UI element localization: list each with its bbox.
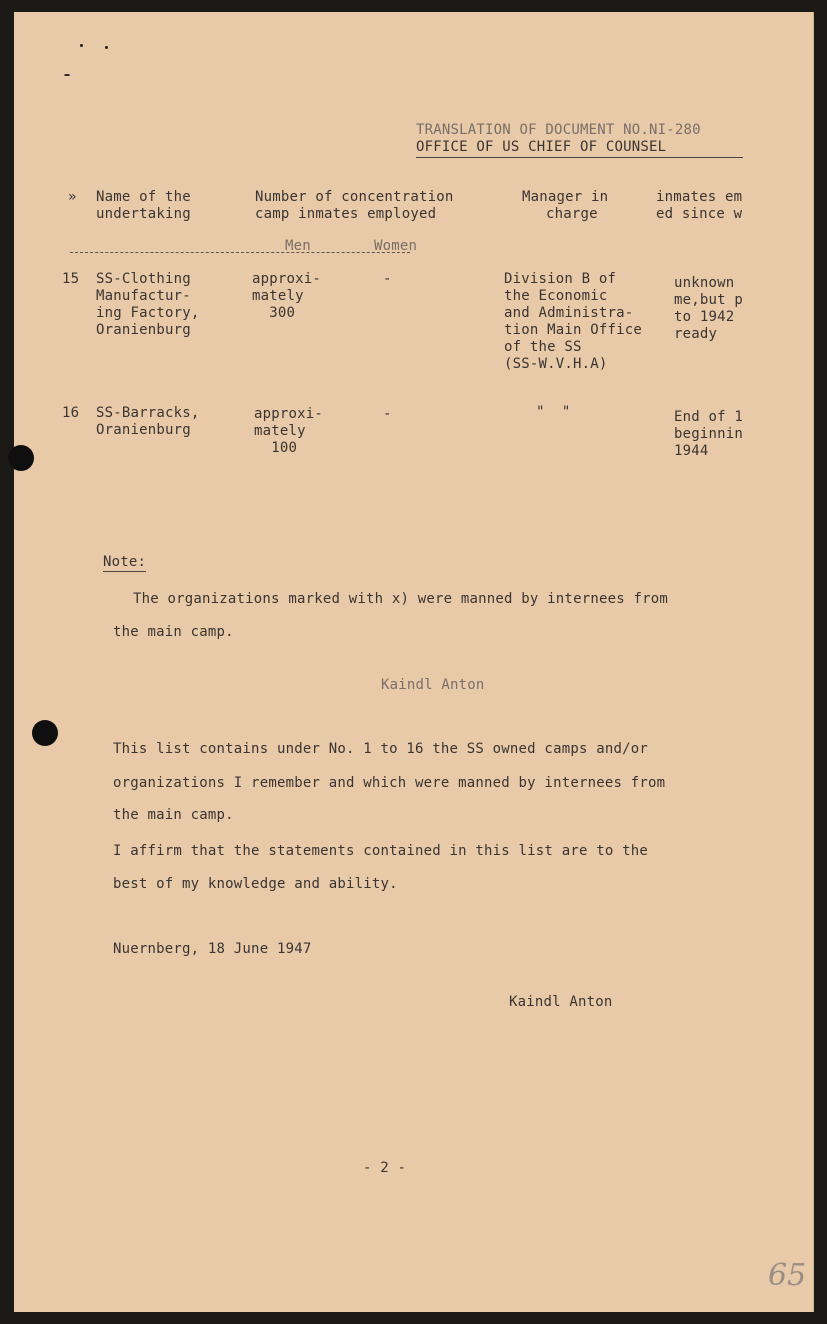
- statement-line-2: organizations I remember and which were manned by internees from: [113, 775, 666, 791]
- place-date: Nuernberg, 18 June 1947: [113, 941, 312, 957]
- row-16-men-2: mately: [254, 423, 306, 439]
- row-15-manager-4: tion Main Office: [504, 322, 643, 338]
- row-15-manager-2: the Economic: [504, 288, 608, 304]
- ink-speck: [105, 46, 108, 49]
- col-inmates-header-1: Number of concentration: [255, 189, 454, 205]
- row-16-women: -: [383, 406, 392, 422]
- statement-line-3: the main camp.: [113, 807, 234, 823]
- row-15-no: 15: [62, 271, 80, 287]
- row-16-men-1: approxi-: [254, 406, 324, 422]
- row-15-name-4: Oranienburg: [96, 322, 191, 338]
- statement-line-1: This list contains under No. 1 to 16 the SS owned camps and/or: [113, 741, 648, 757]
- row-16-name-2: Oranienburg: [96, 422, 191, 438]
- row-16-men-3: 100: [254, 440, 298, 456]
- col-name-header-2: undertaking: [96, 206, 191, 222]
- punch-hole: [32, 720, 58, 746]
- pencil-page-mark: 65: [768, 1258, 807, 1293]
- counsel-header: OFFICE OF US CHIEF OF COUNSEL: [416, 139, 743, 158]
- row-15-name-1: SS-Clothing: [96, 271, 191, 287]
- col-inmates-header-2: camp inmates employed: [255, 206, 437, 222]
- page-number: - 2 -: [363, 1160, 407, 1176]
- row-16-name-1: SS-Barracks,: [96, 405, 200, 421]
- row-15-men-3: 300: [252, 305, 296, 321]
- subheader-men: Men: [285, 238, 311, 254]
- col-no-header: »: [68, 189, 77, 205]
- note-label: Note:: [103, 554, 147, 570]
- row-15-since-4: ready: [674, 326, 718, 342]
- row-15-since-3: to 1942: [674, 309, 735, 325]
- row-15-name-3: ing Factory,: [96, 305, 200, 321]
- ink-speck: [80, 44, 83, 47]
- row-16-since-3: 1944: [674, 443, 709, 459]
- row-16-since-1: End of 1: [674, 409, 744, 425]
- row-15-men-1: approxi-: [252, 271, 322, 287]
- col-since-header-1: inmates em: [656, 189, 743, 205]
- subheader-women: Women: [374, 238, 418, 254]
- row-15-since-1: unknown: [674, 275, 735, 291]
- col-manager-header-2: charge: [546, 206, 598, 222]
- col-since-header-2: ed since w: [656, 206, 743, 222]
- col-name-header-1: Name of the: [96, 189, 191, 205]
- translation-header: TRANSLATION OF DOCUMENT NO.NI-280: [416, 122, 701, 138]
- ink-speck: [64, 74, 70, 76]
- punch-hole: [8, 445, 34, 471]
- row-16-no: 16: [62, 405, 80, 421]
- row-16-since-2: beginnin: [674, 426, 744, 442]
- row-15-manager-6: (SS-W.V.H.A): [504, 356, 608, 372]
- row-16-manager: " ": [536, 404, 571, 420]
- note-line-2: the main camp.: [113, 624, 234, 640]
- final-signature: Kaindl Anton: [509, 994, 613, 1010]
- row-15-men-2: mately: [252, 288, 304, 304]
- statement-line-4: I affirm that the statements contained in this list are to the: [113, 843, 648, 859]
- row-15-manager-5: of the SS: [504, 339, 582, 355]
- row-15-manager-1: Division B of: [504, 271, 617, 287]
- row-15-since-2: me,but p: [674, 292, 744, 308]
- table-rule: [70, 252, 410, 253]
- note-signature: Kaindl Anton: [381, 677, 485, 693]
- row-15-women: -: [383, 271, 392, 287]
- note-line-1: The organizations marked with x) were manned by internees from: [133, 591, 668, 607]
- row-15-manager-3: and Administra-: [504, 305, 634, 321]
- statement-line-5: best of my knowledge and ability.: [113, 876, 398, 892]
- col-manager-header-1: Manager in: [522, 189, 609, 205]
- row-15-name-2: Manufactur-: [96, 288, 191, 304]
